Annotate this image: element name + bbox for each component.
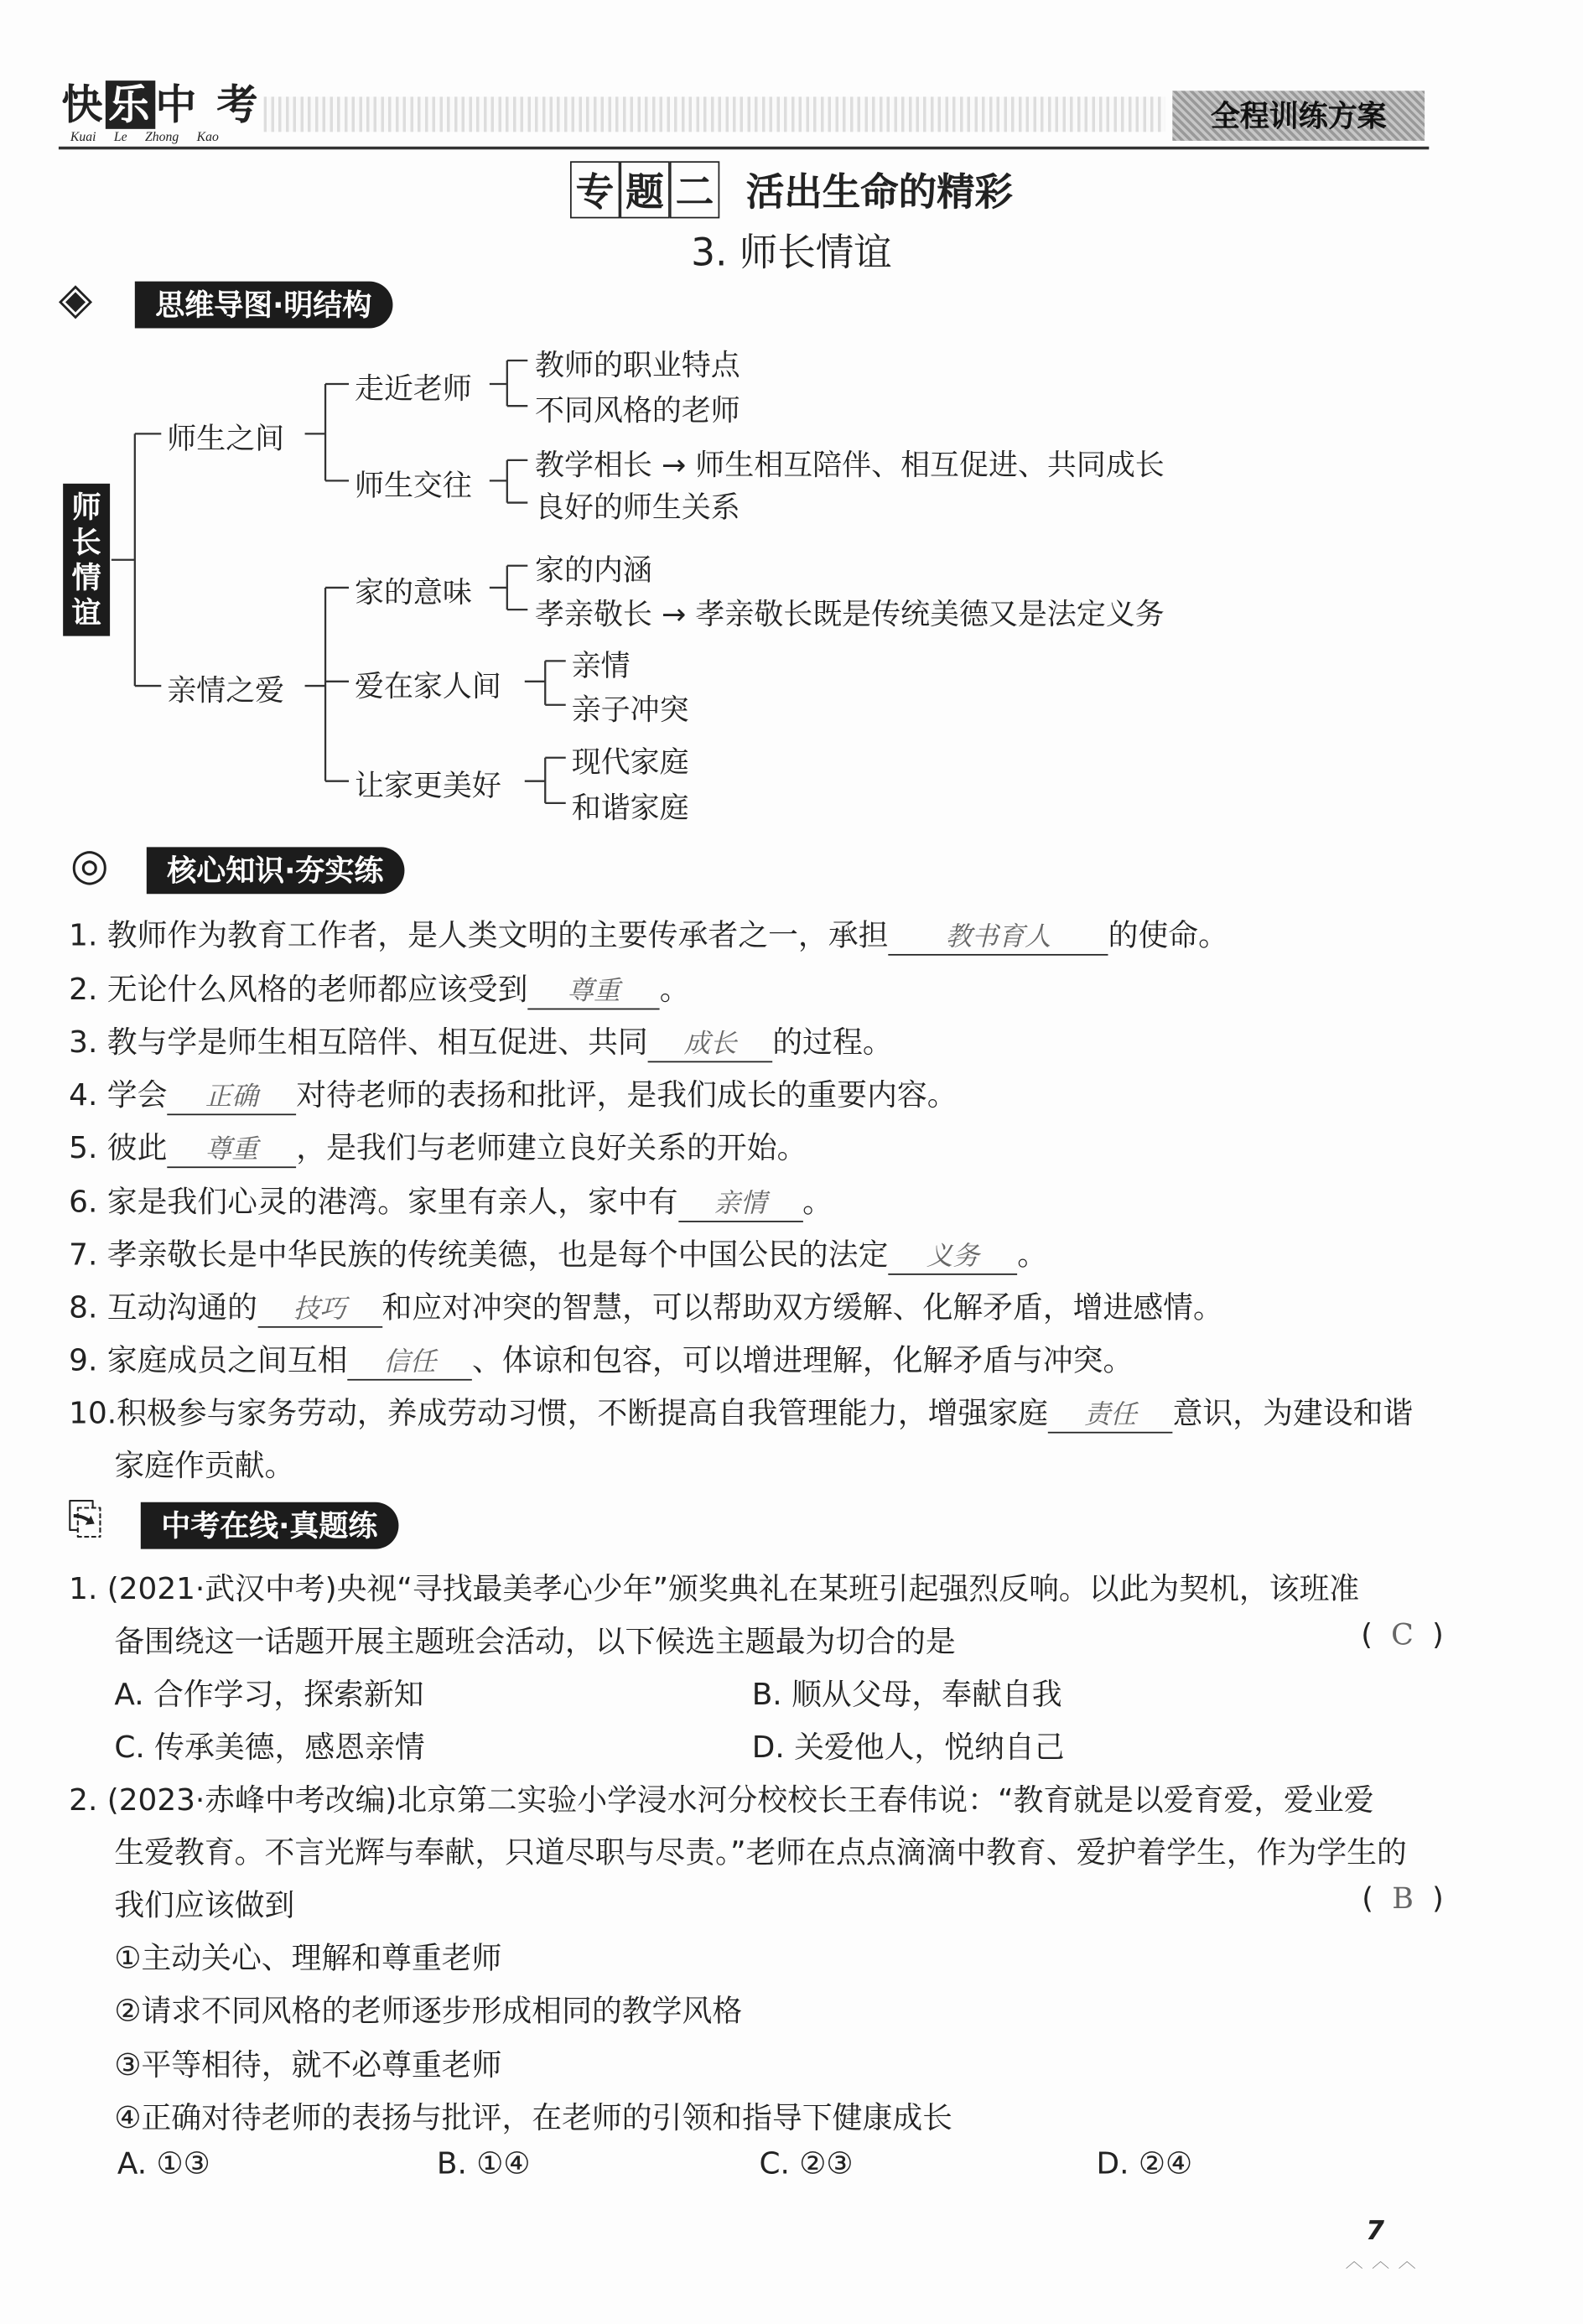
option: A. 合作学习，探索新知 (114, 1676, 424, 1712)
fill-item: 1. 教师作为教育工作者，是人类文明的主要传承者之一，承担 教书育人 的使命。 (69, 910, 1228, 956)
mindmap-node: 家的内涵 (535, 552, 652, 588)
logo-pinyin: Kuai Le Zhong Kao (70, 128, 219, 144)
mindmap-root: 师长情谊 (63, 484, 110, 636)
section-banner-exam: 中考在线·真题练 (141, 1502, 398, 1549)
fill-item: 2. 无论什么风格的老师都应该受到 尊重 。 (69, 964, 689, 1009)
page-ornament: ︿︿︿ (1345, 2250, 1425, 2272)
mindmap-node: 和谐家庭 (571, 790, 689, 826)
mindmap-node: 亲子冲突 (571, 692, 689, 728)
mindmap-node: 亲情 (571, 647, 631, 683)
answer-blank: 正确 (167, 1082, 296, 1115)
answer-blank: 成长 (648, 1029, 773, 1062)
mindmap-node: 良好的师生关系 (535, 489, 740, 525)
answer-blank: 技巧 (257, 1294, 382, 1327)
mindmap-node: 爱在家人间 (355, 668, 501, 704)
fill-item: 8. 互动沟通的 技巧 和应对冲突的智慧，可以帮助双方缓解、化解矛盾，增进感情。 (69, 1283, 1223, 1328)
mindmap-node: 孝亲敬长 → 孝亲敬长既是传统美德又是法定义务 (535, 596, 1165, 632)
book-stack-icon: ◈ (58, 273, 93, 326)
cursor-document-icon: ⎘ (67, 1493, 103, 1545)
option: A. ①③ (117, 2145, 210, 2181)
fill-item-continued: 家庭作贡献。 (114, 1448, 295, 1483)
option: B. ①④ (436, 2145, 531, 2181)
option: D. ②④ (1096, 2145, 1193, 2181)
logo: 快 乐 中 考 (61, 80, 261, 129)
page-title: 专 题 二 活出生命的精彩 (0, 161, 1583, 218)
option: C. 传承美德，感恩亲情 (114, 1729, 425, 1765)
question-2-answer: ( B ) (1362, 1880, 1444, 1916)
mindmap-node: 师生之间 (167, 420, 285, 456)
pencil-target-icon: ◎ (70, 839, 109, 891)
answer-blank: 信任 (347, 1346, 472, 1380)
option: C. ②③ (759, 2145, 854, 2181)
mindmap-node: 不同风格的老师 (535, 392, 740, 428)
mindmap-node: 走近老师 (355, 371, 472, 407)
answer-blank: 亲情 (678, 1189, 803, 1222)
question-1-answer: ( C ) (1361, 1616, 1444, 1652)
answer-blank: 义务 (888, 1242, 1017, 1275)
mindmap-node: 家的意味 (355, 574, 472, 610)
mindmap-node: 让家更美好 (355, 767, 501, 803)
page-number: 7 (1366, 2215, 1385, 2247)
fill-item: 5. 彼此 尊重 ，是我们与老师建立良好关系的开始。 (69, 1123, 807, 1168)
fill-item: 6. 家是我们心灵的港湾。家里有亲人，家中有 亲情 。 (69, 1177, 833, 1222)
section-banner-knowledge: 核心知识·夯实练 (147, 847, 404, 894)
answer-blank: 教书育人 (888, 921, 1108, 955)
fill-item: 9. 家庭成员之间互相 信任 、体谅和包容，可以增进理解，化解矛盾与冲突。 (69, 1335, 1133, 1380)
statement: ①主动关心、理解和尊重老师 (114, 1940, 502, 1976)
series-tag: 全程训练方案 (1172, 91, 1425, 140)
question-2-stem: 生爱教育。不言光辉与奉献，只道尽职与尽责。”老师在点点滴滴中教育、爱护着学生，作为学生的 (114, 1834, 1407, 1870)
mindmap-node: 师生交往 (355, 467, 472, 503)
mindmap-node: 现代家庭 (571, 744, 689, 780)
question-2-stem: 2. (2023·赤峰中考改编)北京第二实验小学浸水河分校校长王春伟说：“教育就是以爱育爱，爱业爱 (69, 1782, 1374, 1818)
question-2-stem: 我们应该做到 (114, 1887, 295, 1923)
mindmap-node: 亲情之爱 (167, 672, 285, 708)
lesson-title: 3. 师长情谊 (691, 231, 892, 276)
statement: ②请求不同风格的老师逐步形成相同的教学风格 (114, 1993, 743, 2029)
answer-blank: 尊重 (527, 976, 659, 1009)
section-banner-mindmap: 思维导图·明结构 (135, 282, 392, 329)
answer-blank: 尊重 (167, 1134, 296, 1168)
fill-item: 7. 孝亲敬长是中华民族的传统美德，也是每个中国公民的法定 义务 。 (69, 1230, 1047, 1275)
statement: ③平等相待，就不必尊重老师 (114, 2046, 502, 2083)
statement: ④正确对待老师的表扬与批评，在老师的引领和指导下健康成长 (114, 2099, 953, 2135)
fill-item: 10.积极参与家务劳动，养成劳动习惯，不断提高自我管理能力，增强家庭 责任 意识，为建设和谐 (69, 1388, 1413, 1433)
fill-item: 4. 学会 正确 对待老师的表扬和批评，是我们成长的重要内容。 (69, 1070, 957, 1115)
option: D. 关爱他人，悦纳自己 (751, 1729, 1065, 1765)
fill-item: 3. 教与学是师生相互陪伴、相互促进、共同 成长 的过程。 (69, 1017, 893, 1062)
question-1-stem: 备围绕这一话题开展主题班会活动，以下候选主题最为切合的是 (114, 1623, 956, 1659)
answer-blank: 责任 (1048, 1399, 1173, 1433)
mindmap-node: 教师的职业特点 (535, 347, 740, 383)
mindmap-node: 教学相长 → 师生相互陪伴、相互促进、共同成长 (535, 447, 1165, 483)
question-1-stem: 1. (2021·武汉中考)央视“寻找最美孝心少年”颁奖典礼在某班引起强烈反响。以此为契机，该班准 (69, 1570, 1360, 1606)
option: B. 顺从父母，奉献自我 (751, 1676, 1062, 1712)
